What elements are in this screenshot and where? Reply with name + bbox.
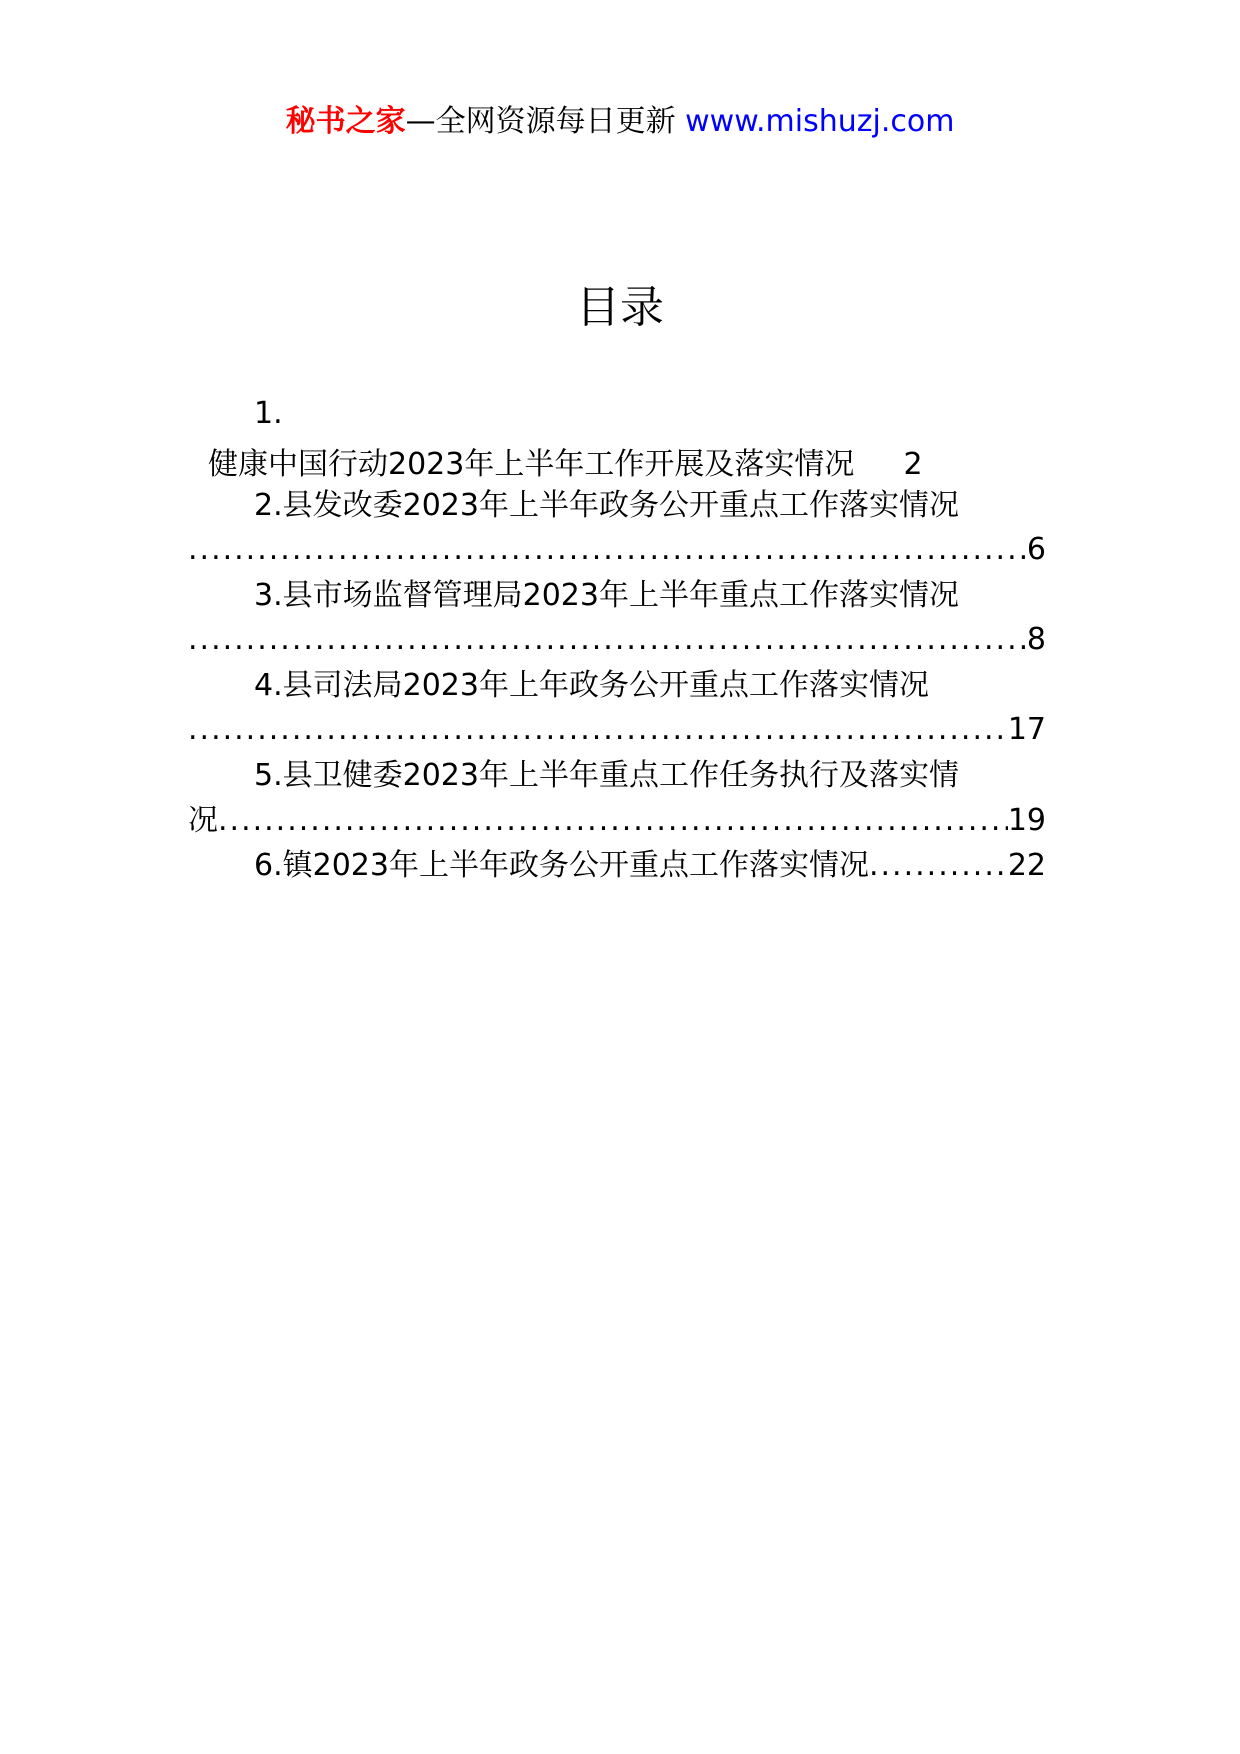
toc-entry-4-title[interactable]: 4.县司法局2023年上年政务公开重点工作落实情况 xyxy=(254,668,929,703)
toc-entry-4-page: 17 xyxy=(1007,712,1046,747)
toc-entry-5-title[interactable]: 5.县卫健委2023年上半年重点工作任务执行及落实情 xyxy=(254,758,959,793)
toc-entry-2-title[interactable]: 2.县发改委2023年上半年政务公开重点工作落实情况 xyxy=(254,488,959,523)
toc-entry-1-page: 2 xyxy=(903,447,923,482)
toc-entry-1[interactable] xyxy=(208,445,923,485)
toc-entry-5-leader xyxy=(188,801,1046,841)
toc-entry-2-leader xyxy=(188,530,1046,570)
leader-dots xyxy=(218,801,1008,841)
brand-name: 秘书之家 xyxy=(285,104,406,139)
site-link[interactable]: www.mishuzj.com xyxy=(685,104,955,139)
toc-entry-3-page: 8 xyxy=(1026,622,1046,657)
toc-entry-4-leader xyxy=(188,710,1046,750)
toc-entry-6[interactable] xyxy=(254,846,1046,886)
toc-entry-5-title-cont: 况 xyxy=(188,803,218,838)
toc-entry-6-page: 22 xyxy=(1007,848,1046,883)
toc-title: 目录 xyxy=(576,282,664,333)
leader-dots xyxy=(188,620,1027,660)
header-tagline: —全网资源每日更新 xyxy=(405,104,676,139)
toc-entry-5-page: 19 xyxy=(1007,803,1046,838)
toc-entry-3-title[interactable]: 3.县市场监督管理局2023年上半年重点工作落实情况 xyxy=(254,578,959,613)
toc-entry-3-leader xyxy=(188,620,1046,660)
header-banner xyxy=(0,100,1240,144)
leader-dots xyxy=(188,530,1027,570)
toc-entry-1-number: 1. xyxy=(254,396,283,431)
leader-dots xyxy=(869,846,1008,886)
toc-entry-6-title: 6.镇2023年上半年政务公开重点工作落实情况 xyxy=(254,848,869,883)
toc-entry-2-page: 6 xyxy=(1026,532,1046,567)
leader-dots xyxy=(188,710,1008,750)
toc-entry-1-title: 健康中国行动2023年上半年工作开展及落实情况 xyxy=(208,447,855,482)
